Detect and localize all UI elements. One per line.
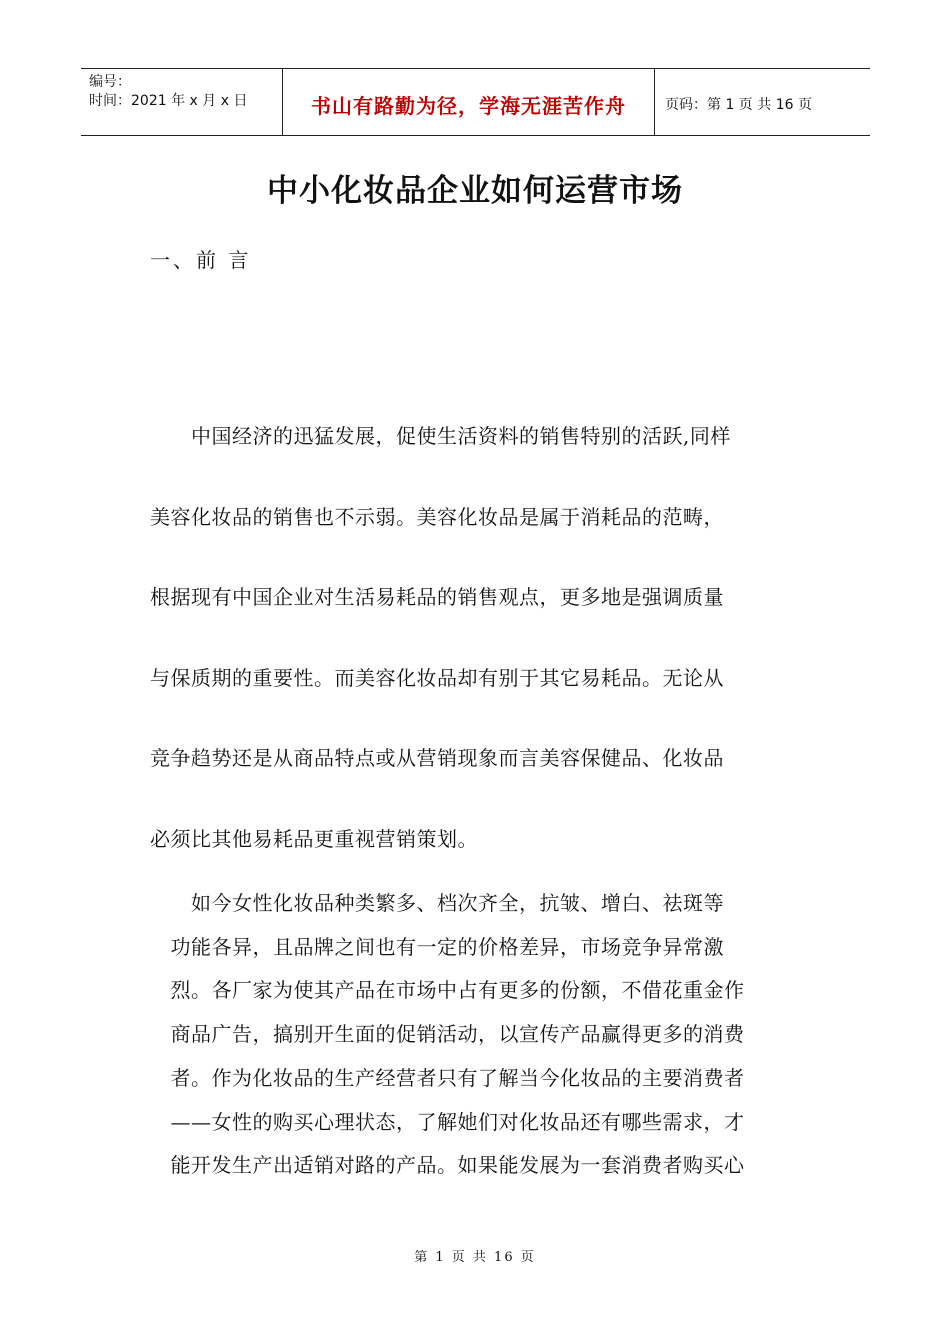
paragraph-line: 能开发生产出适销对路的产品。如果能发展为一套消费者购买心 (150, 1153, 745, 1178)
header-number-label: 编号： (89, 74, 131, 90)
paragraph-line: 根据现有中国企业对生活易耗品的销售观点，更多地是强调质量 (150, 585, 724, 609)
paragraph-line: 竞争趋势还是从商品特点或从营销现象而言美容保健品、化妆品 (150, 746, 724, 770)
header-motto: 书山有路勤为径，学海无涯苦作舟 (283, 69, 655, 135)
paragraph-line: 烈。各厂家为使其产品在市场中占有更多的份额，不借花重金作 (150, 978, 745, 1003)
paragraph-line: ——女性的购买心理状态，了解她们对化妆品还有哪些需求，才 (150, 1109, 745, 1134)
paragraph-line: 必须比其他易耗品更重视营销策划。 (150, 826, 478, 851)
paragraph-market (150, 882, 795, 1188)
paragraph-line: 中国经济的迅猛发展，促使生活资料的销售特别的活跃,同样 (150, 424, 731, 448)
section-heading: 一、前 言 (150, 248, 252, 272)
header-meta (81, 69, 283, 135)
paragraph-line: 者。作为化妆品的生产经营者只有了解当今化妆品的主要消费者 (150, 1065, 745, 1090)
paragraph-line: 美容化妆品的销售也不示弱。美容化妆品是属于消耗品的范畴， (150, 504, 724, 529)
document-header (81, 68, 870, 136)
header-page-code: 页码：第 1 页 共 16 页 (665, 97, 812, 113)
document-title: 中小化妆品企业如何运营市场 (267, 173, 683, 209)
paragraph-line: 商品广告，搞别开生面的促销活动，以宣传产品赢得更多的消费 (150, 1022, 745, 1047)
paragraph-line: 功能各异，且品牌之间也有一定的价格差异，市场竞争异常激 (150, 934, 724, 959)
page-footer: 第 1 页 共 16 页 (414, 1250, 536, 1265)
paragraph-line: 如今女性化妆品种类繁多、档次齐全，抗皱、增白、祛斑等 (150, 891, 724, 915)
paragraph-intro (150, 396, 790, 879)
paragraph-line: 与保质期的重要性。而美容化妆品却有别于其它易耗品。无论从 (150, 665, 724, 690)
header-date-label: 时间：2021 年 x 月 x 日 (89, 93, 248, 109)
